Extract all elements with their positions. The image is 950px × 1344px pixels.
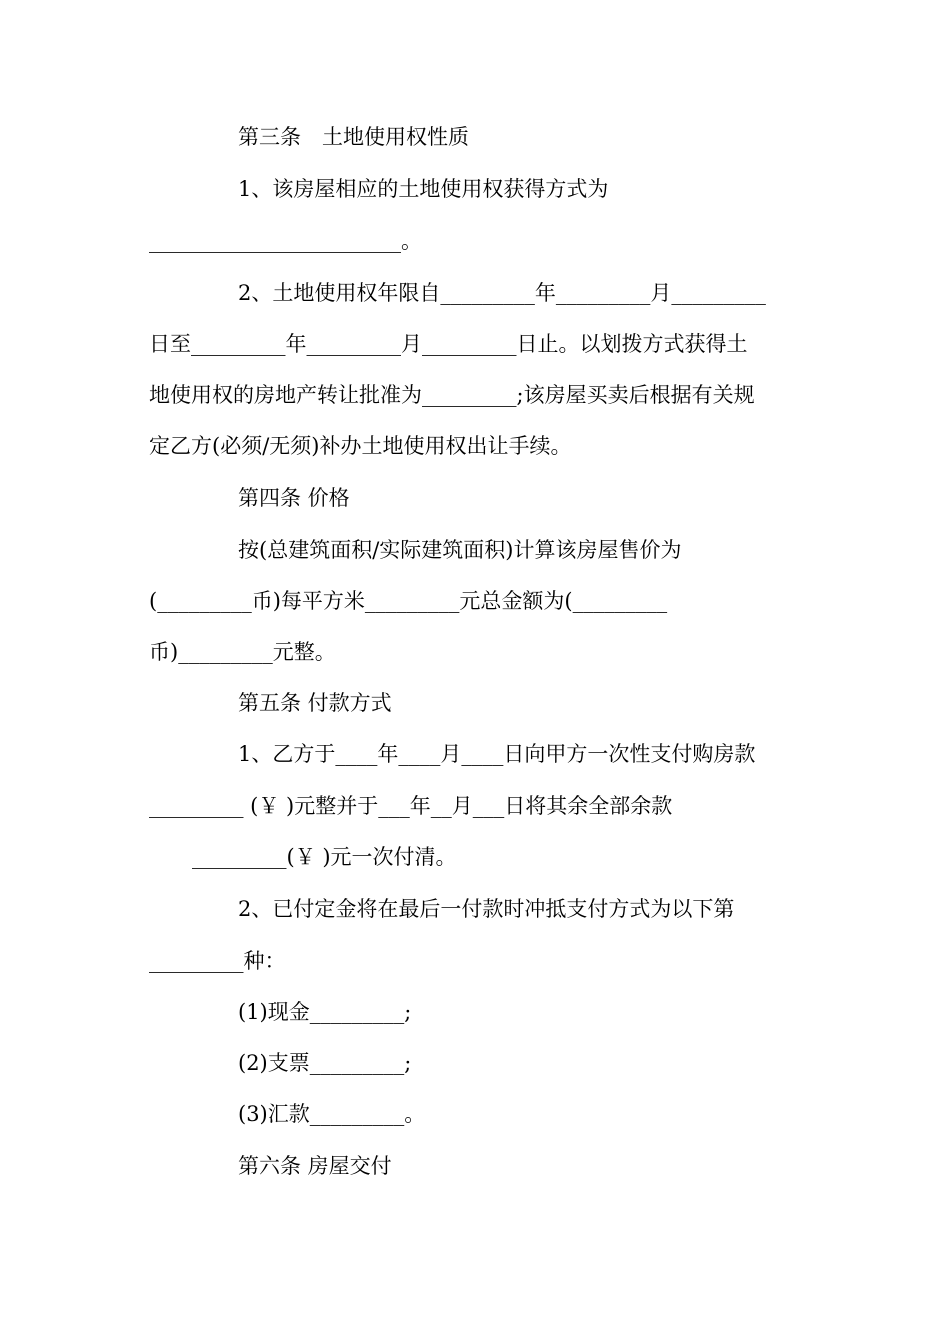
article-5-heading: 第五条 付款方式 [238,691,392,715]
paragraph-line: 1、乙方于____年____月____日向甲方一次性支付购房款 [238,742,756,766]
paragraph-line: 定乙方(必须/无须)补办土地使用权出让手续。 [149,434,572,458]
paragraph-line: _________(￥ )元一次付清。 [192,845,457,869]
paragraph-line: 2、土地使用权年限自_________年_________月_________ [238,281,766,305]
paragraph-line: 币)_________元整。 [149,640,336,664]
paragraph-line: _________种： [149,949,286,973]
paragraph-line: ________________________。 [149,229,422,253]
paragraph-line: 地使用权的房地产转让批准为_________;该房屋买卖后根据有关规 [149,383,755,407]
paragraph-line: 按(总建筑面积/实际建筑面积)计算该房屋售价为 [238,538,682,562]
article-4-heading: 第四条 价格 [238,486,350,510]
payment-option-check: (2)支票_________; [238,1051,412,1075]
paragraph-line: 1、该房屋相应的土地使用权获得方式为 [238,177,609,201]
paragraph-line: _________ (￥ )元整并于___年__月___日将其余全部余款 [149,794,673,818]
paragraph-line: 日至_________年_________月_________日止。以划拨方式获得土 [149,332,748,356]
payment-option-cash: (1)现金_________; [238,1000,412,1024]
payment-option-remittance: (3)汇款_________。 [238,1102,426,1126]
article-6-heading: 第六条 房屋交付 [238,1154,392,1178]
paragraph-line: (_________币)每平方米_________元总金额为(_________ [149,589,668,613]
article-3-heading: 第三条 土地使用权性质 [238,125,469,149]
paragraph-line: 2、已付定金将在最后一付款时冲抵支付方式为以下第 [238,897,735,921]
